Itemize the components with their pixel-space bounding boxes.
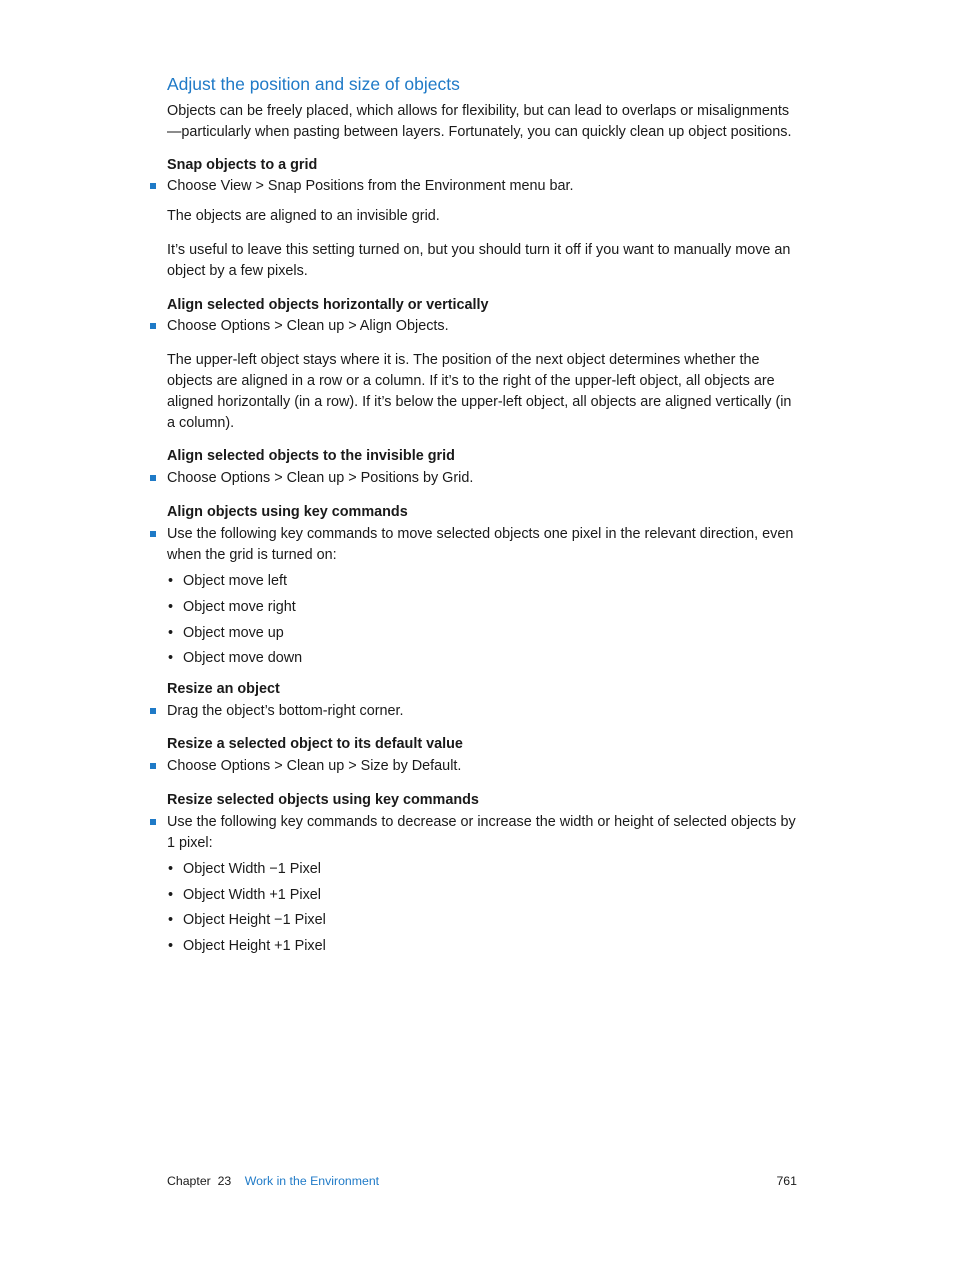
task-note: The upper-left object stays where it is. The position of the next object determines whether the objects are aligned in a row or a column. If it’s to the right of the upper-left object, all objects are aligned horizontally (in a row). If it’s below the upper-left object, all objects are aligned vertically (in a column). (167, 352, 792, 431)
list-item: • Object Width −1 Pixel (168, 861, 321, 878)
footer-chapter-link[interactable]: Work in the Environment (244, 1174, 380, 1188)
task-heading-resize-keys: Resize selected objects using key commands (167, 791, 479, 808)
task-step-snap (167, 176, 799, 197)
list-item: • Object Width +1 Pixel (168, 886, 321, 903)
task-note: The objects are aligned to an invisible grid. (167, 208, 440, 225)
section-title: Adjust the position and size of objects (167, 74, 460, 94)
task-step-grid (167, 468, 799, 489)
list-item: • Object move right (168, 598, 296, 615)
task-heading-grid: Align selected objects to the invisible grid (167, 448, 455, 465)
footer-chapter: Chapter 23 (167, 1174, 232, 1188)
task-heading-align: Align selected objects horizontally or vertically (167, 296, 489, 313)
task-step-resize-keys (167, 812, 799, 854)
step-text: Drag the object’s bottom-right corner. (167, 702, 404, 719)
page-content (167, 72, 799, 962)
step-text: Choose Options > Clean up > Align Objects. (167, 318, 449, 335)
step-bullet-icon (150, 183, 156, 189)
task-heading-snap: Snap objects to a grid (167, 156, 318, 173)
step-bullet-icon (150, 323, 156, 329)
step-bullet-icon (150, 531, 156, 537)
task-note: It’s useful to leave this setting turned on, but you should turn it off if you want to manually move an object by a few pixels. (167, 241, 791, 279)
task-step-keys (167, 524, 799, 566)
page-number: 761 (776, 1174, 797, 1188)
step-text: Use the following key commands to move selected objects one pixel in the relevant direction, even when the grid is turned on: (167, 525, 794, 563)
step-bullet-icon (150, 475, 156, 481)
task-step-resize-default (167, 756, 799, 777)
list-item: • Object Height +1 Pixel (168, 938, 326, 955)
step-text: Choose View > Snap Positions from the Environment menu bar. (167, 178, 574, 195)
resize-key-command-list (167, 859, 799, 957)
list-item: • Object Height −1 Pixel (168, 912, 326, 929)
task-heading-keys: Align objects using key commands (167, 503, 408, 520)
task-heading-resize: Resize an object (167, 680, 280, 697)
step-bullet-icon (150, 708, 156, 714)
key-command-list (167, 571, 799, 669)
page-footer (167, 1173, 797, 1189)
list-item: • Object move left (168, 573, 287, 590)
task-heading-resize-default: Resize a selected object to its default value (167, 736, 463, 753)
list-item: • Object move up (168, 624, 284, 641)
task-step-align (167, 316, 799, 337)
step-bullet-icon (150, 819, 156, 825)
step-text: Use the following key commands to decrease or increase the width or height of selected objects by 1 pixel: (167, 813, 796, 851)
section-intro: Objects can be freely placed, which allows for flexibility, but can lead to overlaps or misalignments—particularly when pasting between layers. Fortunately, you can quickly clean up object positions. (167, 103, 792, 140)
list-item: • Object move down (168, 650, 303, 667)
task-step-resize (167, 701, 799, 722)
step-text: Choose Options > Clean up > Size by Default. (167, 758, 462, 775)
step-text: Choose Options > Clean up > Positions by Grid. (167, 470, 474, 487)
step-bullet-icon (150, 763, 156, 769)
